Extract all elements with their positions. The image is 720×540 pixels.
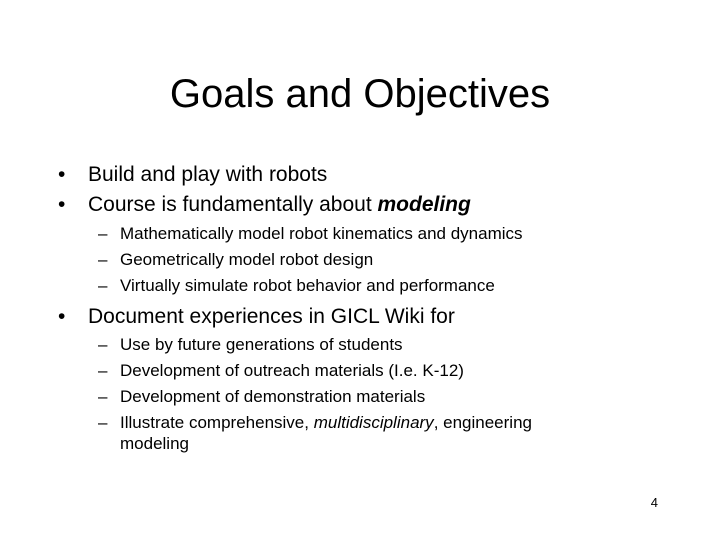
dash-glyph: – <box>98 276 108 295</box>
slide-title: Goals and Objectives <box>169 72 551 116</box>
sub-bullet-continuation: modeling <box>120 434 189 453</box>
dash-glyph: – <box>98 361 108 380</box>
bullet-text: Document experiences in GICL Wiki for <box>88 305 455 328</box>
sub-bullet-text: Mathematically model robot kinematics and dynamics <box>120 224 523 243</box>
dash-glyph: – <box>98 250 108 269</box>
sub-bullet-text: Development of outreach materials (I.e. K-12) <box>120 361 464 380</box>
bullet-text-plain: Course is fundamentally about <box>88 193 378 216</box>
bullet-text: Build and play with robots <box>88 163 328 186</box>
sub-bullet-text: Development of demonstration materials <box>120 387 426 406</box>
sub-bullet-text: Virtually simulate robot behavior and performance <box>120 276 495 295</box>
bullet-glyph: • <box>58 163 66 186</box>
sub-bullet-text: Use by future generations of students <box>120 335 403 354</box>
dash-glyph: – <box>98 413 108 432</box>
bullet-glyph: • <box>58 193 66 216</box>
sub-bullet-text-plain: Illustrate comprehensive, <box>120 413 314 432</box>
bullet-text <box>88 192 471 218</box>
sub-bullet-text-plain: , engineering <box>433 413 532 432</box>
dash-glyph: – <box>98 335 108 354</box>
page-number: 4 <box>650 495 658 510</box>
bullet-text-emphasis: modeling <box>377 193 471 216</box>
dash-glyph: – <box>98 387 108 406</box>
bullet-glyph: • <box>58 305 66 328</box>
sub-bullet-text <box>120 412 532 433</box>
sub-bullet-text: Geometrically model robot design <box>120 250 374 269</box>
dash-glyph: – <box>98 224 108 243</box>
sub-bullet-text-emphasis: multidisciplinary <box>313 413 434 432</box>
